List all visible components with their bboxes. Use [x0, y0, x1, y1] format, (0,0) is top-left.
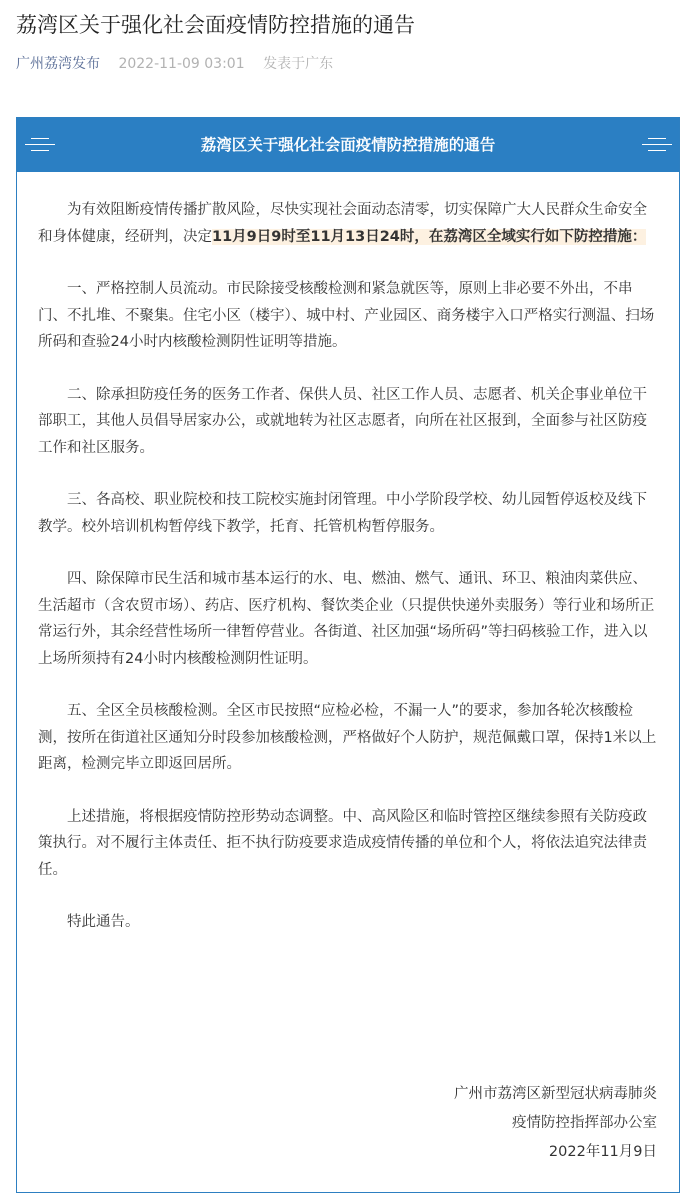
decorative-lines-icon — [642, 138, 672, 152]
signature-date: 2022年11月9日 — [548, 1144, 657, 1160]
measure-paragraph-4: 四、除保障市民生活和城市基本运行的水、电、燃油、燃气、通讯、环卫、粮油肉菜供应、生活超市（含农贸市场）、药店、医疗机构、餐饮类企业（只提供快递外卖服务）等行业和场所正常运行外，其余经营性场所一律暂停营业。各街道、社区加强“场所码”等扫码核验工作，进入以上场所须持有24小时内核酸检测阴性证明。 — [38, 571, 655, 667]
notice-banner-title: 荔湾区关于强化社会面疫情防控措施的通告 — [200, 136, 496, 154]
intro-text: 为有效阻断疫情传播扩散风险，尽快实现社会面动态清零，切实保障广大人民群众生命安全和身体健康，经研判，决定 — [38, 202, 647, 245]
signature-block — [454, 1080, 657, 1167]
signature-org-line-2: 疫情防控指挥部办公室 — [512, 1115, 657, 1131]
measure-paragraph-5: 五、全区全员核酸检测。全区市民按照“应检必检，不漏一人”的要求，参加各轮次核酸检测，按所在街道社区通知分时段参加核酸检测，严格做好个人防护，规范佩戴口罩，保持1米以上距离，检测完毕立即返回居所。 — [38, 703, 657, 772]
notice-banner — [17, 118, 679, 172]
intro-paragraph — [38, 197, 660, 250]
article-title: 荔湾区关于强化社会面疫情防控措施的通告 — [16, 13, 415, 37]
adjustment-paragraph: 上述措施，将根据疫情防控形势动态调整。中、高风险区和临时管控区继续参照有关防疫政策执行。对不履行主体责任、拒不执行防疫要求造成疫情传播的单位和个人，将依法追究法律责任。 — [38, 808, 647, 878]
measure-paragraph-2: 二、除承担防疫任务的医务工作者、保供人员、社区工作人员、志愿者、机关企事业单位干部职工，其他人员倡导居家办公，或就地转为社区志愿者，向所在社区报到，全面参与社区防疫工作和社区服务。 — [38, 386, 647, 456]
article-meta — [16, 54, 333, 74]
highlighted-period-text: 11月9日9时至11月13日24时，在荔湾区全域实行如下防控措施： — [212, 228, 647, 245]
measure-paragraph-3: 三、各高校、职业院校和技工院校实施封闭管理。中小学阶段学校、幼儿园暂停返校及线下教学。校外培训机构暂停线下教学，托育、托管机构暂停服务。 — [38, 492, 647, 535]
signature-org-line-1: 广州市荔湾区新型冠状病毒肺炎 — [454, 1086, 657, 1102]
measure-paragraph-1: 一、严格控制人员流动。市民除接受核酸检测和紧急就医等，原则上非必要不外出，不串门、不扎堆、不聚集。住宅小区（楼宇）、城中村、产业园区、商务楼宇入口严格实行测温、扫场所码和查验24小时内核酸检测阴性证明等措施。 — [38, 281, 655, 350]
closing-paragraph: 特此通告。 — [67, 914, 140, 930]
notice-box — [16, 117, 680, 1193]
notice-body — [38, 197, 660, 962]
account-name-link[interactable]: 广州荔湾发布 — [16, 56, 100, 72]
publish-datetime: 2022-11-09 03:01 — [118, 56, 245, 72]
publish-location: 发表于广东 — [263, 56, 334, 72]
